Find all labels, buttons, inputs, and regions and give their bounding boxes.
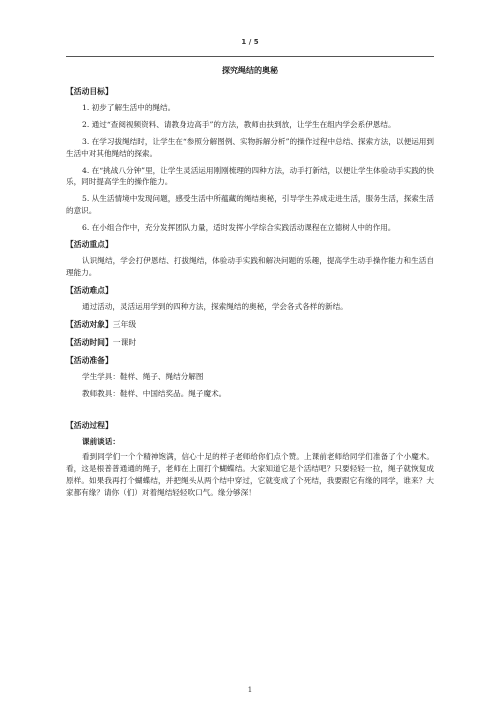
goal-item-2: 2. 通过“查阅视频资料、请教身边高手”的方法，教师由扶到放，让学生在组内学会系伊恩结。	[82, 120, 396, 130]
goal-item-6: 6. 在小组合作中，充分发挥团队力量，适时发挥小学综合实践活动课程在立德树人中的作用。	[82, 222, 396, 232]
time-value: 一课时	[112, 337, 137, 347]
prep-student: 学生学具：鞋样、绳子、绳结分解图	[82, 372, 204, 382]
time-label: 【活动时间】	[66, 337, 113, 347]
prep-teacher: 教师教具：鞋样、中国结奖品。绳子魔术。	[82, 388, 227, 398]
process-heading: 【活动过程】	[66, 420, 113, 430]
difficulty-text: 通过活动，灵活运用学到的四种方法，探索绳结的奥秘，学会各式各样的新结。	[82, 302, 348, 312]
goal-item-3: 3. 在学习拔绳结时，让学生在“参照分解图例、实物拆解分析”的操作过程中总结、探索方法，以便运用到生活中对其他绳结的探索。	[66, 137, 434, 158]
page-indicator: 1 / 5	[241, 38, 259, 46]
page-number: 1	[247, 686, 253, 694]
process-subheading: 课前谈话：	[82, 436, 120, 446]
target-row	[66, 319, 434, 331]
goal-item-1: 1. 初步了解生活中的绳结。	[82, 103, 176, 113]
header-divider	[66, 56, 434, 57]
key-points-text: 认识绳结，学会打伊恩结、打拔绳结，体验动手实践和解决问题的乐趣，提高学生动手操作能力和生活自理能力。	[66, 256, 434, 278]
target-value: 三年级	[112, 319, 137, 329]
goal-item-4: 4. 在“挑战八分钟”里，让学生灵活运用刚刚梳理的四种方法，动手打新结，以便让学生体验动手实践的快乐，同时提高学生的操作能力。	[66, 165, 434, 187]
goals-heading: 【活动目标】	[66, 87, 113, 97]
time-row	[66, 337, 434, 349]
document-title: 探究绳结的奥秘	[222, 66, 278, 75]
process-text: 看到同学们一个个精神饱满，信心十足的样子老师给你们点个赞。上课前老师给同学们准备了个小魔术。看，这是根普普通通的绳子，老师在上面打个蝴蝶结。大家知道它是个活结吧？只要轻轻一拉，绳子就恢复成原样。如果我再打个蝴蝶结，并把绳头从两个结中穿过，它就变成了个死结，我要跟它有缘的同学，谁来？大家都有缘？请你（们）对着绳结轻轻吹口气。缘分够深！	[66, 452, 434, 497]
goal-item-5: 5. 从生活情境中发现问题，感受生活中所蕴藏的绳结奥秘，引导学生养成走进生活，服务生活，探索生活的意识。	[66, 194, 434, 215]
difficulty-heading: 【活动难点】	[66, 285, 113, 295]
target-label: 【活动对象】	[66, 319, 113, 329]
document-body	[66, 65, 434, 503]
key-points-heading: 【活动重点】	[66, 240, 113, 250]
prep-heading: 【活动准备】	[66, 355, 113, 365]
